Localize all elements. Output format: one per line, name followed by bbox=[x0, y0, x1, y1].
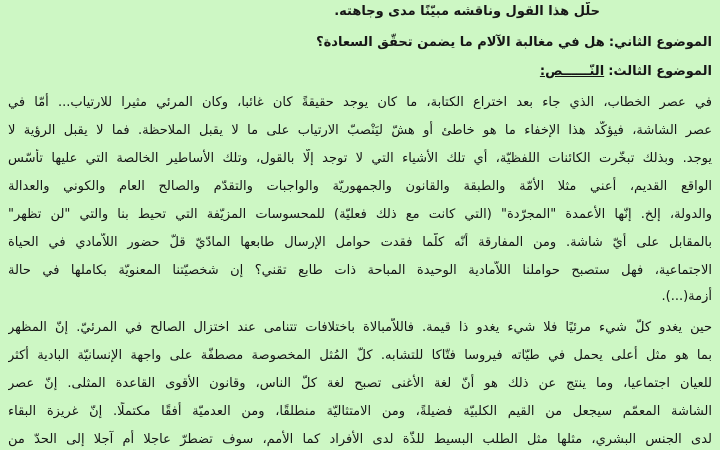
paragraph-line: يوجد. وبذلك تبخّرت الكائنات اللفظيّة، أي تلك الأشياء التي لا توجد إلّا بالقول، وتلك الأساطير الخالصة التي عليها تأسّس bbox=[8, 151, 712, 166]
paragraph-line: أزمة(...). bbox=[661, 289, 712, 304]
paragraph-line: في عصر الخطاب، الذي جاء بعد اختراع الكتابة، ما كان يوجد حقيقةً كان غائبا، وكان المرئي مثيرا للارتياب... أمّا في bbox=[8, 95, 712, 110]
paragraph-line: الواقع القديم، أعني مثلا الأمّة والطبقة والقانون والجمهوريّة والواجبات والتقدّم والصالح العام والكوني والعدالة bbox=[8, 179, 712, 194]
header-line: حلّل هذا القول وناقشه مبيّنًا مدى وجاهته. bbox=[334, 4, 600, 19]
paragraph-line: للعيان اجتماعيا، وما ينتج عن ذلك هو أنّ لغة الأغنى تصبح لغة كلّ الناس، وقانون الأقوى القاعدة المثلى. إنّ عصر bbox=[8, 376, 712, 391]
topic-3-label: الموضوع الثالث: bbox=[608, 64, 712, 79]
topic-2-label: الموضوع الثاني: bbox=[608, 35, 712, 50]
paragraph-line: لدى الجنس البشري، مثلها مثل الطلب البسيط للذّة لدى الأفراد كما الأمم، سوف تضطرّ عاجلا أم آجلا إلى الحدّ من bbox=[8, 432, 712, 447]
topic-3-line bbox=[8, 62, 712, 82]
text-label: النّــــــص: bbox=[539, 64, 605, 79]
paragraph-line: حين يغدو كلّ شيء مرئيًا فلا شيء يغدو ذا قيمة. فاللاّمبالاة باختلافات تتنامى عند اختزال الصالح في المرئيّ. إنّ المظهر bbox=[8, 320, 712, 335]
paragraph-line: بالمقابل على أيّ شاشة. ومن المفارقة أنّه كلّما فقدت حوامل الإرسال طابعها المادّيّ قلّ حضور اللاّمادي في الحياة bbox=[8, 235, 712, 250]
topic-2-question: هل في مغالبة الآلام ما يضمن تحقّق السعادة؟ bbox=[316, 35, 605, 50]
paragraph-line: بما هو مثل أعلى يحمل في طيّاته فيروسا فتّاكا للتشابه. كلّ المُثل المخصوصة مصطفّة على واجهة الإنسانيّة البادية أكثر bbox=[8, 348, 712, 363]
paragraph-line: والدولة، إلخ. إنّها الأعمدة "المجرّدة" (التي كانت مع ذلك فعليّة) للمحسوسات المزيّفة التي تحيط بنا والتي "لن تظهر" bbox=[8, 207, 712, 222]
paragraph-line: الشاشة المعمّم سيجعل من القيم الكلبيّة فضيلةً، ومن الامتثاليّة منطلقًا، ومن العدميّة أفقًا مكتملًا. إنّ غريزة البقاء bbox=[8, 404, 712, 419]
topic-2-line bbox=[8, 33, 712, 53]
paragraph-line: الاجتماعية، فهل ستصبح حواملنا اللاّمادية الوحيدة المباحة ذات طابع تقني؟ إن شخصيّتنا المعنويّة بكاملها في حالة bbox=[8, 263, 712, 278]
paragraph-line: عصر الشاشة، فيؤكّد هذا الإخفاء ما هو خاطئ أو هشّ ليَنْصبّ الارتياب على ما لا يقبل الملاحظة. فما لا يقبل الرؤية لا bbox=[8, 123, 712, 138]
